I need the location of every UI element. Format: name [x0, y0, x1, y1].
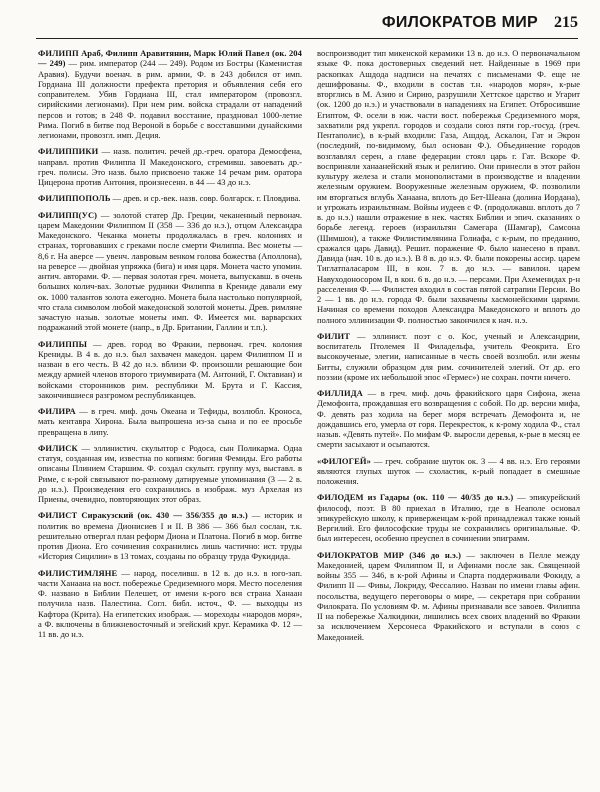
entry-headword: ФИЛОКРАТОВ МИР (346 до н.э.) [317, 549, 462, 560]
entry [38, 339, 302, 401]
entry-text: — греч. собрание шуток ок. 3 — 4 вв. н.э. Его героями являются глупых шуток — схоластик, к-рый попадает в смешные положения. [317, 455, 580, 486]
entry-text: — древ. и ср.-век. назв. совр. болгарск. г. Пловдива. [110, 193, 301, 204]
entry-headword: ФИЛИРА [38, 406, 76, 416]
entry-headword: ФИЛИСК [38, 442, 78, 453]
entry-text: — назв. политич. речей др.-греч. оратора Демосфена, направл. против Филиппа II Македонского, стремивш. завоевать др.-греч. полисы. Это назв. было присвоено также 14 речам рим. оратора Цицерона против Антония, произнесенн. в 44 — 43 до н.э. [38, 146, 302, 187]
entry-headword: ФИЛИПП(УС) [38, 209, 98, 220]
entry-headword: ФИЛИСТИМЛЯНЕ [38, 567, 118, 578]
entry-headword: ФИЛИППОПОЛЬ [38, 193, 111, 204]
entry-text: — золотой статер Др. Греции, чеканенный первонач. царем Македонии Филиппом II (358 — 336 до н.э.), отцом Александра Македонского. Чеканка монеты продолжалась в греч. колониях и странах, торговавших с греками после смерти Филиппа. Вес монеты — 8,6 г. На аверсе — увенч. лавровым венком голова божества (Аполлона), на реверсе — двойная упряжка (бига) и имя царя. Монета часто упомин. антич. авторами. Ф. — первая золотая греч. монета, выпускавш. в очень больших колич-вах. Золотые рудники Филиппа в Крениде давали ему ок. 1000 талантов золота ежегодно. Монета была настолько популярной, что стала символом любой македонской золотой монеты. Древ. римляне зачастую назыв. золотые монеты имп. Ф. Имеется мн. варварских подражаний этой монете (напр., в Др. Британии, Галлии и т.п.). [38, 209, 302, 333]
entry-headword: ФИЛИСТ Сиракузский (ок. 430 — 356/355 до н.э.) [38, 510, 248, 521]
entry [38, 48, 302, 140]
entry [317, 388, 580, 450]
entry [317, 492, 580, 543]
left-column [38, 48, 302, 645]
entry [38, 146, 302, 187]
entry-text: — в греч. миф. дочь фракийского царя Сифона, жена Демофонта, прождавшая его возвращения с собой. По др. версии мифа, Ф. девять раз ходила на берег моря встречать Демофонта и, не дождавшись его, умерла от горя. Перекресток, к к-рому ходила Ф., стал назыв. «Девять путей». По мифам Ф. выросли деревья, к-рые в месяц ее смерти засыхают и осыпаются. [317, 388, 580, 450]
entry [38, 406, 302, 437]
entry [317, 456, 580, 487]
entry [38, 510, 302, 561]
entry-text: воспроизводит тип микенской керамики 13 в. до н.э. О первоначальном языке Ф. пока достоверных сведений нет. Найденные в 1969 при раскопках Ашдода надписи на печатях с письменами Ф. еще не дешифрованы. Ф., входили в состав т.н. «народов моря», к-рые вторглись в М. Азию и Сирию, разрушили Хеттское царство и Угарит (ок. 1200 до н.э.) и участвовали в нападениях на Египет. Отбросившие Египтом, Ф. осели в юж. части вост. побережья Средиземного моря, захватили ряд укрепл. городов и создали союз пяти гор.-госуд. (греч. Пентаполис), в к-рый входили: Газа, Ашдод, Аскалон, Гат и Экрон (последний, по-видимому, был основан Ф.). Объединение городов возглавлял серен, а главе федерации стоял царь г. Гат. Вскоре Ф. восприняли ханаанейский язык и религию. Они принесли в этот район культуру железа и стали монополистами в производстве и владении железным оружием. Вооруженные железным оружием, Ф. позволили им вторгаться вглубь Ханаана, вплоть до Бет-Шеана (долина Иордана), и угрожать израильтянам. Войны иудеев с Ф. (продолжавш. вплоть до 7 в. до н.э.) нашли отражение в нек. частях Библии и эпич. сказаниях о борьбе легенд. героев (израильтян Самегара (Шамгар), Самсона (Шимшон), а также Филистимлянина Голиафа, с к-рым, по преданию, сражался царь Давид). Решит. поражение Ф. было нанесено в правл. Давида (нач. 10 в. до н.э.). В 8 в. до н.э. Ф. были покорены ассир. царем Тиглатпаласаром III, в кон. 7 в. до н.э. — вавилон. царем Навуходоносором II, в кон. 6 в. до н.э. — персами. При Ахеменидах р-н расселения Ф. — Филистея входил в состав пятой сатрапии Персии. Во 2 — 1 вв. до н.э. города Ф. были захвачены хасмонейскими царями. Начиная со времени походов Александра Македонского и вплоть до полного эллинизации Ф. полностью закончился к нач. н.э. [317, 48, 580, 325]
entry [38, 193, 302, 203]
entry-continuation [317, 48, 580, 325]
entry-text: — эллинистич. скульптор с Родоса, сын Поликарма. Одна статуя, созданная им, известна по копиям: богиня Фемиды. Его работы описаны Плинием Старшим. Ф. создал скульпт. группу муз, выставл. в Риме, с к-рой связывают по-разному датируемые упоминания (3 — 2 в. до н.э.). Произведения его сохранились в изображ. муз Архелая из Приены, очевидно, повторяющих этот образ. [38, 442, 302, 504]
entry-text: — древ. город во Фракии, первонач. греч. колония Крениды. В 4 в. до н.э. был захвачен македон. царем Филиппом II и назван в его честь. В 42 до н.э. вблизи Ф. произошли решающие бои между армией членов второго триумвирата (М. Антоний, Г. Октавиан) и войсками сторонников рим. республики М. Брута и Г. Кассия, закончившиеся разгромом республиканцев. [38, 338, 302, 400]
entry-headword: ФИЛИТ [317, 330, 351, 341]
entry-headword: ФИЛОДЕМ из Гадары (ок. 110 — 40/35 до н.э.) [317, 492, 514, 503]
entry [38, 568, 302, 640]
entry-text: — эллинист. поэт с о. Кос, ученый и Александрии, воспитатель Птолемея II Филадельфа, учитель Феокрита. Его высокоученые, элегии, написанные в честь своей возлюбл. или жены Битты, служили образцом для рим. сочинителей элегий. От др. его поэзии (кроме их небольшой эпос «Гермес») не сохран. почти ничего. [317, 330, 580, 382]
entry [317, 331, 580, 382]
entry [317, 550, 580, 642]
running-header [36, 12, 578, 39]
entry-headword: ФИЛИППЫ [38, 338, 88, 349]
entry-text: — историк и политик во времена Дионисиев I и II. В 386 — 366 был сослан, т.к. решительно отвергал план реформ Диона и Платона. Погиб в мор. битве против Диона. Его сочинения сохранились лишь частично: ист. труды «История Сицилии» в 13 томах, созданы по образцу труда Фукидида. [38, 510, 302, 562]
entry-headword: «ФИЛОГЕЙ» [317, 455, 371, 466]
entry [38, 210, 302, 333]
entry [38, 443, 302, 505]
entry-text: — народ, поселивш. в 12 в. до н.э. в юго-зап. части Ханаана на вост. побережье Средиземного моря. Место поселения Ф. названо в Библии Пелешет, от имени к-рого вся страна Ханаан получила назв. Палестина. Согл. библ. источ., Ф. — выходцы из Кафтора (Крита). На египетских изображ. — мореходы «народов моря», а Ф. включены в ближневосточный и эгейский круг. Керамика Ф. 12 — 11 вв. до н.э. [38, 567, 302, 639]
entry-text: — эпикурейский философ, поэт. В 80 приехал в Италию, где в Неаполе основал эпикурейскую школу, к приверженцам к-рой принадлежал также юный Вергилий. Его философские труды не сохранились оригинальные. Ф. был интересен, особенно преуспел в сочинении эпиграмм. [317, 492, 581, 544]
entry-headword: ФИЛИППИКИ [38, 146, 99, 157]
right-column [317, 48, 580, 648]
entry-text: — заключен в Пелле между Македонией, царем Филиппом II, и Афинами после зак. Священной войны 355 — 346, в к-рой Афины и Спарта поддерживали Фокиду, а Филипп II — Фивы, Локриду, Фессалию. Назван по имени главы афин. посольства, ведущего переговоры о мире, — секретаря при собрании Филократа. По условиям Ф. м. Афины признавали все завоев. Филиппа II на побережье Халкидики, лишились всех своих владений во Фракии за исключением Херсонеса Фракийского и вступали в союз с Македонией. [317, 549, 581, 642]
entry-headword: ФИЛИПП Араб, Филипп Аравитянин, Марк Юлий Павел (ок. 204 — 249) [38, 48, 302, 69]
entry-text: — в греч. миф. дочь Океана и Тефиды, возлюбл. Кроноса, мать кентавра Хирона. Была выпрошена из-за сына и по ее просьбе превращена в липу. [38, 406, 302, 437]
entry-text: — рим. император (244 — 249). Родом из Бостры (Каменистая Аравия). Будучи военач. в рим. армии, Ф. в 243 добился от имп. Гордиана III должности префекта претория и объявления себя его соправителем. Убив Гордиана III, стал императором (провозгл. сирийскими легионами). При нем рим. войска страдали от нападений персов и готов; в 248 Ф. подавил восстание, праздновал 1000-летие Рима. Погиб в битве под Вероной в борьбе с восставшими дунайскими легионами, провозгл. имп. Деция. [38, 58, 302, 140]
header-title: ФИЛОКРАТОВ МИР [381, 14, 538, 31]
entry-headword: ФИЛЛИДА [317, 388, 363, 398]
page-number: 215 [554, 14, 578, 31]
